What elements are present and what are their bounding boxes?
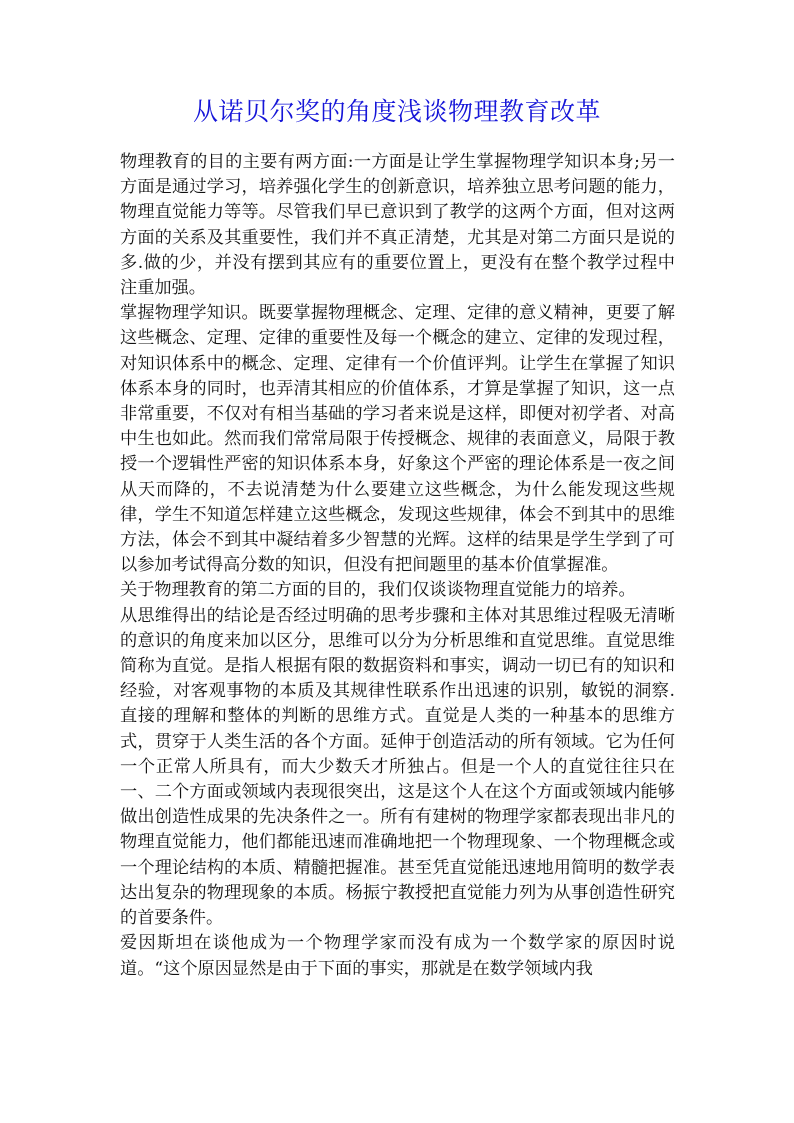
paragraph-einstein: 爱因斯坦在谈他成为一个物理学家而没有成为一个数学家的原因时说道。“这个原因显然是由于下面的事实，那就是在数学领域内我 (120, 933, 675, 979)
paragraph-purpose: 物理教育的目的主要有两方面:一方面是让学生掌握物理学知识本身;另一方面是通过学习，培养强化学生的创新意识，培养独立思考问题的能力，物理直觉能力等等。尽管我们早已意识到了教学的这两个方面，但对这两方面的关系及其重要性，我们并不真正清楚，尤其是对第二方面只是说的多.做的少，并没有摆到其应有的重要位置上，更没有在整个教学过程中注重加强。 (120, 152, 675, 299)
document-body (120, 150, 675, 982)
document-title: 从诺贝尔奖的角度浅谈物理教育改革 (192, 97, 601, 126)
paragraph-mastering-knowledge: 掌握物理学知识。既要掌握物理概念、定理、定律的意义精神，更要了解这些概念、定理、定律的重要性及每一个概念的建立、定律的发现过程，对知识体系中的概念、定理、定律有一个价值评判。让学生在掌握了知识体系本身的同时，也弄清其相应的价值体系，才算是掌握了知识，这一点非常重要，不仅对有相当基础的学习者来说是这样，即便对初学者、对高中生也如此。然而我们常常局限于传授概念、规律的表面意义，局限于教授一个逻辑性严密的知识体系本身，好象这个严密的理论体系是一夜之间从天而降的，不去说清楚为什么要建立这些概念，为什么能发现这些规律，学生不知道怎样建立这些概念，发现这些规律，体会不到其中的思维方法，体会不到其中凝结着多少智慧的光辉。这样的结果是学生学到了可以参加考试得高分数的知识，但没有把间题里的基本价值掌握准。 (120, 303, 675, 576)
paragraph-second-aspect: 关于物理教育的第二方面的目的，我们仅谈谈物理直觉能力的培养。 (120, 580, 636, 601)
paragraph-intuitive-thinking: 从思维得出的结论是否经过明确的思考步骤和主体对其思维过程吸无清晰的意识的角度来加以区分，思维可以分为分析思维和直觉思维。直觉思维简称为直觉。是指人根据有限的数据资料和事实，调动一切已有的知识和经验，对客观事物的本质及其规律性联系作出迅速的识别，敏锐的洞察.直接的理解和整体的判断的思维方式。直觉是人类的一种基本的思维方式，贯穿于人类生活的各个方面。延伸于创造活动的所有领域。它为任何一个正常人所具有，而大少数夭才所独占。但是一个人的直觉往往只在一、二个方面或领域内表现很突出，这是这个人在这个方面或领域内能够做出创造性成果的先决条件之一。所有有建树的物理学家都表现出非凡的物理直觉能力，他们都能迅速而准确地把一个物理现象、一个物理概念或一个理论结构的本质、精髓把握准。甚至凭直觉能迅速地用简明的数学表达出复杂的物理现象的本质。杨振宁教授把直觉能力列为从事创造性研究的首要条件。 (120, 605, 675, 929)
